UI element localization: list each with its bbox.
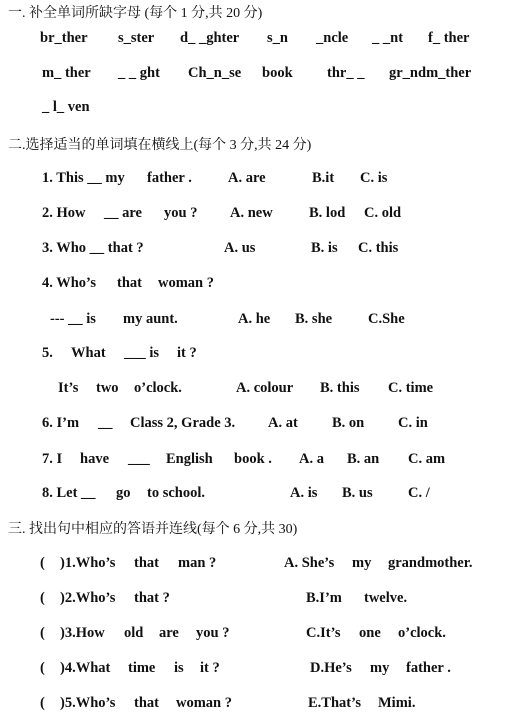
question-stem: 3. Who __ that ? <box>42 240 144 256</box>
question-word: have <box>80 451 109 467</box>
match-answer: D.He’s <box>310 660 352 676</box>
question-stem: 7. I <box>42 451 63 467</box>
section-1-title: 一. 补全单词所缺字母 (每个 1 分,共 20 分) <box>8 6 263 21</box>
question-5-answer-line <box>0 380 510 402</box>
option-b: B. lod <box>309 205 346 221</box>
match-answer: C.It’s <box>306 625 341 641</box>
option-c: C. in <box>398 415 428 431</box>
match-question: )3.How <box>60 625 105 641</box>
option-c: C. this <box>358 240 399 256</box>
match-row-5 <box>0 695 510 717</box>
option-c: C.She <box>368 311 405 327</box>
question-word: two <box>96 380 119 396</box>
match-question: )5.Who’s <box>60 695 116 711</box>
match-question-word: that <box>134 695 159 711</box>
match-answer-word: father . <box>406 660 451 676</box>
question-word: ___ <box>128 451 150 467</box>
match-answer-word: grandmother. <box>388 555 473 571</box>
word-blank: _ l_ ven <box>42 99 90 115</box>
word-blank: _ _ ght <box>118 65 160 81</box>
question-word: go <box>116 485 131 501</box>
option-a: A. is <box>290 485 318 501</box>
match-question-word: is <box>174 660 184 676</box>
option-b: B. she <box>295 311 333 327</box>
match-question-word: that ? <box>134 590 170 606</box>
question-6 <box>0 415 510 437</box>
question-word: Class 2, Grade 3. <box>130 415 236 431</box>
word-blank: thr_ _ <box>327 65 365 81</box>
option-a: A. new <box>230 205 273 221</box>
question-word: it ? <box>177 345 197 361</box>
part1-row1 <box>0 30 510 52</box>
option-b: B. an <box>347 451 380 467</box>
section-2-title: 二.选择适当的单词填在横线上(每个 3 分,共 24 分) <box>8 138 312 153</box>
question-word: you ? <box>164 205 198 221</box>
match-question-word: it ? <box>200 660 220 676</box>
option-b: B.it <box>312 170 335 186</box>
word-blank: s_n <box>267 30 288 46</box>
word-blank: gr_ndm_ther <box>389 65 472 81</box>
option-c: C. is <box>360 170 388 186</box>
question-5 <box>0 345 510 367</box>
question-stem: 5. <box>42 345 53 361</box>
option-b: B. is <box>311 240 338 256</box>
question-word: woman ? <box>158 275 214 291</box>
word-blank: br_ther <box>40 30 88 46</box>
question-word: that <box>117 275 142 291</box>
option-c: C. time <box>388 380 434 396</box>
question-word: my aunt. <box>123 311 178 327</box>
question-word: to school. <box>147 485 205 501</box>
match-answer-word: twelve. <box>364 590 408 606</box>
option-b: B. on <box>332 415 365 431</box>
question-8 <box>0 485 510 507</box>
question-word: book . <box>234 451 272 467</box>
question-word: __ are <box>104 205 142 221</box>
match-row-2 <box>0 590 510 612</box>
match-answer-word: my <box>352 555 372 571</box>
match-question-word: woman ? <box>176 695 232 711</box>
answer-paren: ( <box>40 695 45 711</box>
question-stem: It’s <box>58 380 79 396</box>
match-question-word: man ? <box>178 555 217 571</box>
question-word: __ <box>98 415 113 431</box>
question-stem: 1. This __ my <box>42 170 125 186</box>
option-a: A. are <box>228 170 266 186</box>
question-4-answer-line <box>0 311 510 333</box>
match-answer: B.I’m <box>306 590 342 606</box>
question-4 <box>0 275 510 297</box>
match-question: )1.Who’s <box>60 555 116 571</box>
answer-paren: ( <box>40 625 45 641</box>
word-blank: s_ster <box>118 30 155 46</box>
word-blank: book <box>262 65 293 81</box>
option-b: B. us <box>342 485 373 501</box>
word-blank: m_ ther <box>42 65 91 81</box>
option-a: A. he <box>238 311 271 327</box>
match-answer: A. She’s <box>284 555 335 571</box>
option-a: A. a <box>299 451 324 467</box>
match-answer-word: Mimi. <box>378 695 416 711</box>
word-blank: Ch_n_se <box>188 65 242 81</box>
match-question-word: old <box>124 625 144 641</box>
question-word: What <box>71 345 106 361</box>
match-question-word: are <box>159 625 179 641</box>
match-row-3 <box>0 625 510 647</box>
question-stem: --- __ is <box>50 311 96 327</box>
match-question-word: time <box>128 660 156 676</box>
question-1 <box>0 170 510 192</box>
option-b: B. this <box>320 380 360 396</box>
question-2 <box>0 205 510 227</box>
match-answer-word: o’clock. <box>398 625 446 641</box>
option-c: C. / <box>408 485 430 501</box>
match-row-4 <box>0 660 510 682</box>
option-a: A. us <box>224 240 256 256</box>
answer-paren: ( <box>40 660 45 676</box>
word-blank: d_ _ghter <box>180 30 240 46</box>
match-answer-word: my <box>370 660 390 676</box>
match-row-1 <box>0 555 510 577</box>
question-stem: 6. I’m <box>42 415 80 431</box>
option-c: C. old <box>364 205 402 221</box>
question-word: English <box>166 451 213 467</box>
question-stem: 4. Who’s <box>42 275 96 291</box>
answer-paren: ( <box>40 555 45 571</box>
section-3-title: 三. 找出句中相应的答语并连线(每个 6 分,共 30) <box>8 522 298 537</box>
match-answer-word: one <box>359 625 381 641</box>
word-blank: _ncle <box>316 30 349 46</box>
question-word: father . <box>147 170 192 186</box>
match-answer: E.That’s <box>308 695 362 711</box>
question-word: ___ is <box>124 345 160 361</box>
question-7 <box>0 451 510 473</box>
question-stem: 2. How <box>42 205 86 221</box>
match-question-word: that <box>134 555 159 571</box>
match-question: )4.What <box>60 660 111 676</box>
word-blank: _ _nt <box>372 30 404 46</box>
question-word: o’clock. <box>134 380 182 396</box>
option-a: A. at <box>268 415 298 431</box>
answer-paren: ( <box>40 590 45 606</box>
option-c: C. am <box>408 451 446 467</box>
match-question-word: you ? <box>196 625 230 641</box>
question-3 <box>0 240 510 262</box>
option-a: A. colour <box>236 380 294 396</box>
part1-row3 <box>0 99 510 121</box>
part1-row2 <box>0 65 510 87</box>
match-question: )2.Who’s <box>60 590 116 606</box>
question-stem: 8. Let __ <box>42 485 96 501</box>
word-blank: f_ ther <box>428 30 470 46</box>
